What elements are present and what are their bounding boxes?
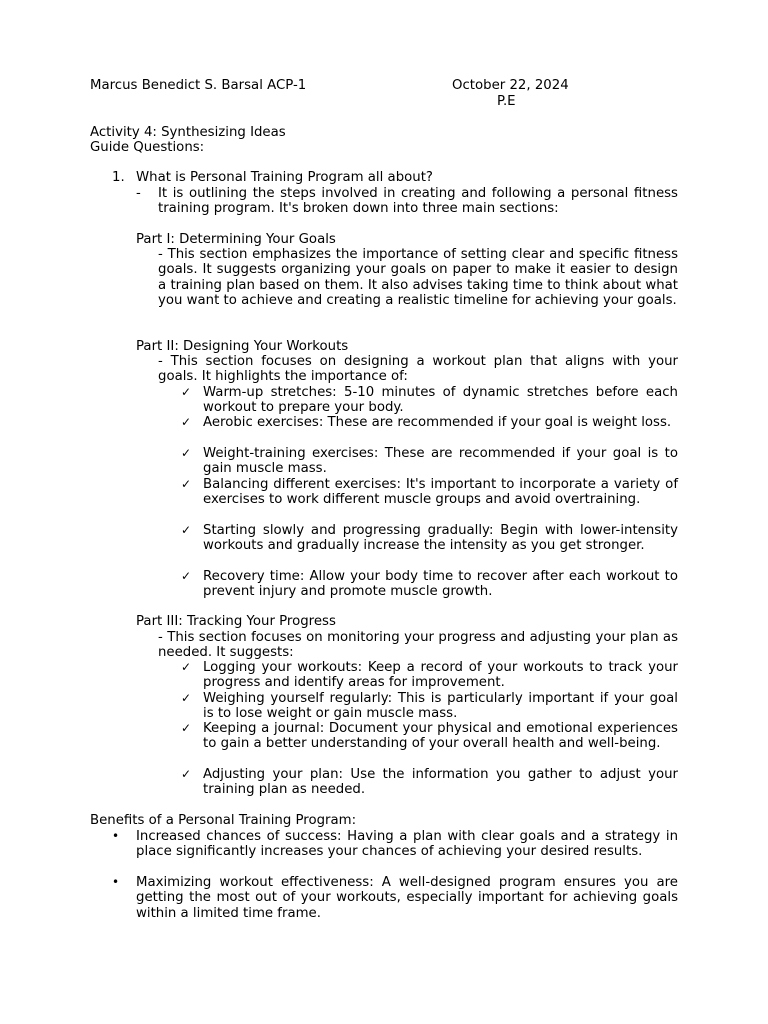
part1-title: Part I: Determining Your Goals <box>136 232 336 247</box>
list-item-text: Starting slowly and progressing gradually: Begin with lower-intensity workouts and gradually increase the intensity as you get stronger. <box>203 523 678 554</box>
list-item-text: Aerobic exercises: These are recommended if your goal is weight loss. <box>203 415 672 430</box>
question-number: 1. <box>112 170 125 185</box>
list-item-text: Keeping a journal: Document your physical and emotional experiences to gain a better understanding of your overall health and well-being. <box>203 721 678 752</box>
question-answer: It is outlining the steps involved in creating and following a personal fitness training program. It's broken down into three main sections: <box>158 186 678 217</box>
question-text: What is Personal Training Program all about? <box>136 170 433 185</box>
checkmark-icon: ✓ <box>181 691 192 705</box>
activity-title: Activity 4: Synthesizing Ideas <box>90 125 286 140</box>
checkmark-icon: ✓ <box>181 415 192 429</box>
checkmark-icon: ✓ <box>181 523 192 537</box>
checkmark-icon: ✓ <box>181 660 192 674</box>
list-item-text: Weight-training exercises: These are recommended if your goal is to gain muscle mass. <box>203 446 678 477</box>
list-item-text: Weighing yourself regularly: This is particularly important if your goal is to lose weight or gain muscle mass. <box>203 691 678 722</box>
list-item-text: Balancing different exercises: It's important to incorporate a variety of exercises to work different muscle groups and avoid overtraining. <box>203 477 678 508</box>
checkmark-icon: ✓ <box>181 767 192 781</box>
part1-body: - This section emphasizes the importance of setting clear and specific fitness goals. It suggests organizing your goals on paper to make it easier to design a training plan based on them. It also advises taking time to think about what you want to achieve and creating a realistic timeline for achieving your goals. <box>158 247 678 308</box>
list-item-text: Maximizing workout effectiveness: A well-designed program ensures you are getting the most out of your workouts, especially important for achieving goals within a limited time frame. <box>136 875 678 921</box>
list-item-text: Warm-up stretches: 5-10 minutes of dynamic stretches before each workout to prepare your body. <box>203 385 678 416</box>
checkmark-icon: ✓ <box>181 569 192 583</box>
list-item-text: Logging your workouts: Keep a record of your workouts to track your progress and identify areas for improvement. <box>203 660 678 691</box>
part2-title: Part II: Designing Your Workouts <box>136 339 349 354</box>
part2-intro: - This section focuses on designing a workout plan that aligns with your goals. It highlights the importance of: <box>158 354 678 385</box>
list-item-text: Recovery time: Allow your body time to recover after each workout to prevent injury and promote muscle growth. <box>203 569 678 600</box>
benefits-title: Benefits of a Personal Training Program: <box>90 813 357 828</box>
guide-heading: Guide Questions: <box>90 140 205 155</box>
answer-dash: - <box>136 186 141 201</box>
checkmark-icon: ✓ <box>181 446 192 460</box>
author-line: Marcus Benedict S. Barsal ACP-1 <box>90 78 307 93</box>
list-item-text: Adjusting your plan: Use the information you gather to adjust your training plan as needed. <box>203 767 678 798</box>
part3-intro: - This section focuses on monitoring your progress and adjusting your plan as needed. It suggests: <box>158 630 678 661</box>
part3-title: Part III: Tracking Your Progress <box>136 614 336 629</box>
date-line: October 22, 2024 <box>452 78 569 93</box>
list-item-text: Increased chances of success: Having a plan with clear goals and a strategy in place significantly increases your chances of achieving your desired results. <box>136 829 678 860</box>
checkmark-icon: ✓ <box>181 721 192 735</box>
bullet-icon: • <box>112 875 120 889</box>
checkmark-icon: ✓ <box>181 385 192 399</box>
checkmark-icon: ✓ <box>181 477 192 491</box>
bullet-icon: • <box>112 829 120 843</box>
subject-line: P.E <box>497 94 516 109</box>
